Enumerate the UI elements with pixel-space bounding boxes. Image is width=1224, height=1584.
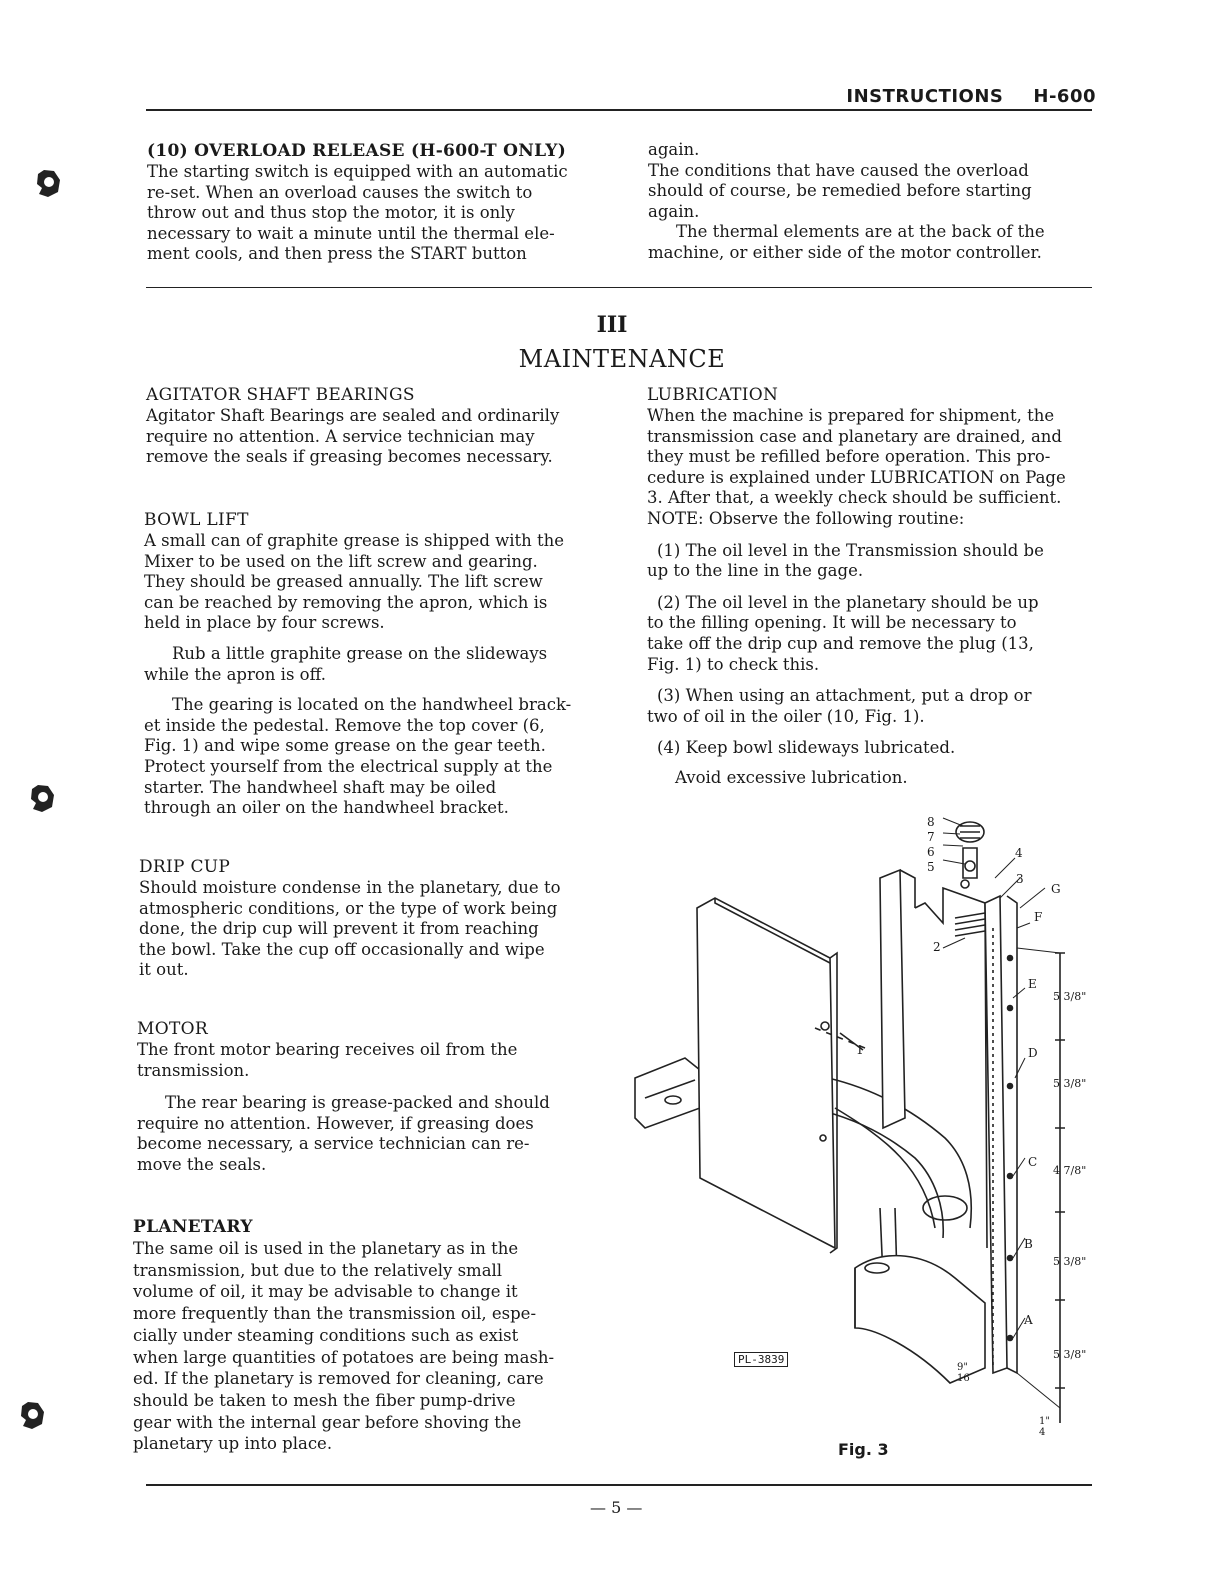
list-item: (1) The oil level in the Transmission should be	[657, 540, 1044, 560]
text-line: to the filling opening. It will be necessary to	[647, 613, 1017, 633]
text-line: Mixer to be used on the lift screw and gearing.	[144, 551, 538, 571]
list-item: (3) When using an attachment, put a drop or	[657, 686, 1032, 706]
drip-cup-title: DRIP CUP	[139, 857, 231, 877]
part-label: 4	[1015, 846, 1023, 860]
text-line: When the machine is prepared for shipment, the	[647, 406, 1055, 425]
text-line: atmospheric conditions, or the type of work being	[139, 898, 558, 918]
planetary-section	[133, 1216, 595, 1455]
text-line: Rub a little graphite grease on the slideways	[172, 643, 548, 663]
text-line: Should moisture condense in the planetary, due to	[139, 878, 561, 897]
dimension-label: 5 3/8"	[1053, 1077, 1087, 1090]
text-line: Protect yourself from the electrical supply at the	[144, 756, 553, 776]
text-line: again.	[648, 201, 700, 221]
text-line: can be reached by removing the apron, which is	[144, 592, 548, 612]
text-line: require no attention. A service technician may	[146, 426, 535, 446]
text-line: They should be greased annually. The lift screw	[144, 572, 543, 592]
part-label: 1	[856, 1043, 864, 1057]
part-label: 3	[1016, 872, 1024, 886]
text-line: ment cools, and then press the START button	[147, 244, 527, 264]
part-label: 7	[927, 830, 935, 844]
part-label: 6	[927, 845, 935, 859]
list-item: (2) The oil level in the planetary should be up	[657, 592, 1039, 612]
header-rule	[146, 109, 1092, 111]
page-number: — 5 —	[590, 1498, 643, 1517]
overload-title: (10) OVERLOAD RELEASE (H-600-T ONLY)	[147, 141, 567, 161]
text-line: et inside the pedestal. Remove the top cover (6,	[144, 715, 545, 735]
text-line: A small can of graphite grease is shipped with the	[144, 531, 565, 550]
dimension-label: 5 3/8"	[1053, 1255, 1087, 1268]
spring-coil	[955, 913, 985, 936]
point-label: E	[1028, 977, 1037, 991]
dim-part: 1"	[1039, 1416, 1050, 1427]
page-header	[816, 86, 1096, 107]
text-line: they must be refilled before operation. This pro-	[647, 447, 1051, 467]
pedestal-base-arm	[635, 1058, 700, 1128]
dim-part: 4	[1039, 1427, 1046, 1438]
punch-hole-mark	[18, 1400, 46, 1430]
text-line: transmission case and planetary are drained, and	[647, 426, 1062, 446]
point-label: G	[1051, 882, 1061, 896]
lubrication-title: LUBRICATION	[647, 385, 779, 405]
bowl-lift-section	[144, 509, 600, 819]
text-line: The rear bearing is grease-packed and should	[165, 1093, 550, 1113]
text-line: planetary up into place.	[133, 1434, 333, 1454]
section-rule	[146, 287, 1092, 288]
text-line: remove the seals if greasing becomes necessary.	[146, 447, 553, 467]
header-model: H-600	[1033, 86, 1096, 107]
dimension-label: 5 3/8"	[1053, 1348, 1087, 1361]
text-line: starter. The handwheel shaft may be oiled	[144, 777, 497, 797]
agitator-title: AGITATOR SHAFT BEARINGS	[146, 385, 415, 405]
text-line: require no attention. However, if greasing does	[137, 1113, 534, 1133]
text-line: The starting switch is equipped with an automatic	[147, 162, 568, 181]
text-line: transmission.	[137, 1060, 250, 1080]
point-label: B	[1024, 1237, 1033, 1251]
text-line: ed. If the planetary is removed for cleaning, care	[133, 1369, 544, 1389]
text-line: re-set. When an overload causes the switch to	[147, 182, 533, 202]
point-label: C	[1028, 1155, 1038, 1169]
text-line: while the apron is off.	[144, 664, 326, 684]
text-line: two of oil in the oiler (10, Fig. 1).	[647, 706, 925, 726]
overload-left	[147, 140, 603, 265]
text-line: The front motor bearing receives oil from the	[137, 1040, 518, 1059]
rear-column	[880, 870, 905, 1128]
motor-section	[137, 1018, 593, 1176]
bottom-dimension	[957, 1362, 970, 1384]
footer-rule	[146, 1484, 1092, 1486]
text-line: held in place by four screws.	[144, 613, 385, 633]
bottom-dimension	[1039, 1416, 1050, 1438]
text-line: NOTE: Observe the following routine:	[647, 508, 965, 528]
header-instructions: INSTRUCTIONS	[846, 86, 1004, 107]
text-line: again.	[648, 140, 700, 159]
planetary-title: PLANETARY	[133, 1217, 253, 1237]
text-line: necessary to wait a minute until the thermal ele-	[147, 223, 555, 243]
text-line: cially under steaming conditions such as exist	[133, 1325, 519, 1345]
figure-caption: Fig. 3	[838, 1440, 889, 1459]
text-line: up to the line in the gage.	[647, 561, 864, 581]
overload-right	[648, 140, 1098, 264]
text-line: The thermal elements are at the back of the	[676, 222, 1045, 242]
text-line: The conditions that have caused the overload	[648, 160, 1029, 180]
text-line: machine, or either side of the motor controller.	[648, 242, 1042, 262]
figure-3-drawing	[625, 808, 1095, 1438]
part-label: 5	[927, 860, 935, 874]
text-line: throw out and thus stop the motor, it is only	[147, 203, 515, 223]
lubrication-section	[647, 384, 1097, 789]
drip-cup-section	[139, 856, 595, 981]
point-label: D	[1028, 1046, 1038, 1060]
section-numeral: III	[596, 312, 628, 338]
text-line: The gearing is located on the handwheel brack-	[172, 695, 572, 715]
punch-hole-mark	[28, 783, 56, 813]
text-line: Fig. 1) to check this.	[647, 654, 820, 674]
dim-part: 9"	[957, 1362, 968, 1373]
list-item: (4) Keep bowl slideways lubricated.	[657, 738, 956, 758]
text-line: gear with the internal gear before shoving the	[133, 1412, 522, 1432]
agitator-section	[146, 384, 602, 468]
dim-part: 16	[957, 1373, 970, 1384]
motor-title: MOTOR	[137, 1019, 208, 1039]
text-line: it out.	[139, 960, 189, 980]
text-line: cedure is explained under LUBRICATION on Page	[647, 467, 1066, 487]
text-line: volume of oil, it may be advisable to change it	[133, 1282, 518, 1302]
text-line: The same oil is used in the planetary as in the	[133, 1239, 519, 1258]
lift-screw-column	[985, 896, 1007, 1373]
part-label: 8	[927, 815, 935, 829]
text-line: Agitator Shaft Bearings are sealed and ordinarily	[146, 406, 560, 425]
dimension-label: 4 7/8"	[1053, 1164, 1087, 1177]
text-line: 3. After that, a weekly check should be sufficient.	[647, 488, 1062, 508]
part-label: 2	[933, 940, 941, 954]
text-line: move the seals.	[137, 1154, 267, 1174]
text-line: should of course, be remedied before starting	[648, 181, 1032, 201]
text-line: more frequently than the transmission oil, espe-	[133, 1304, 537, 1324]
apron-panel	[697, 898, 835, 1248]
figure-part-labels	[927, 815, 935, 875]
dimension-label: 5 3/8"	[1053, 990, 1087, 1003]
punch-hole-mark	[34, 168, 62, 198]
section-title: MAINTENANCE	[518, 345, 726, 373]
text-line: Avoid excessive lubrication.	[675, 767, 908, 787]
text-line: Fig. 1) and wipe some grease on the gear teeth.	[144, 736, 546, 756]
text-line: done, the drip cup will prevent it from reaching	[139, 919, 539, 939]
text-line: the bowl. Take the cup off occasionally and wipe	[139, 939, 545, 959]
text-line: when large quantities of potatoes are being mash-	[133, 1347, 555, 1367]
text-line: through an oiler on the handwheel bracket.	[144, 798, 509, 818]
point-label: A	[1024, 1313, 1033, 1327]
text-line: become necessary, a service technician can re-	[137, 1134, 530, 1154]
point-label: F	[1034, 910, 1043, 924]
plate-number: PL-3839	[734, 1352, 788, 1367]
bowl-lift-title: BOWL LIFT	[144, 510, 249, 530]
text-line: should be taken to mesh the fiber pump-drive	[133, 1390, 516, 1410]
text-line: take off the drip cup and remove the plug (13,	[647, 633, 1034, 653]
text-line: transmission, but due to the relatively small	[133, 1260, 503, 1280]
